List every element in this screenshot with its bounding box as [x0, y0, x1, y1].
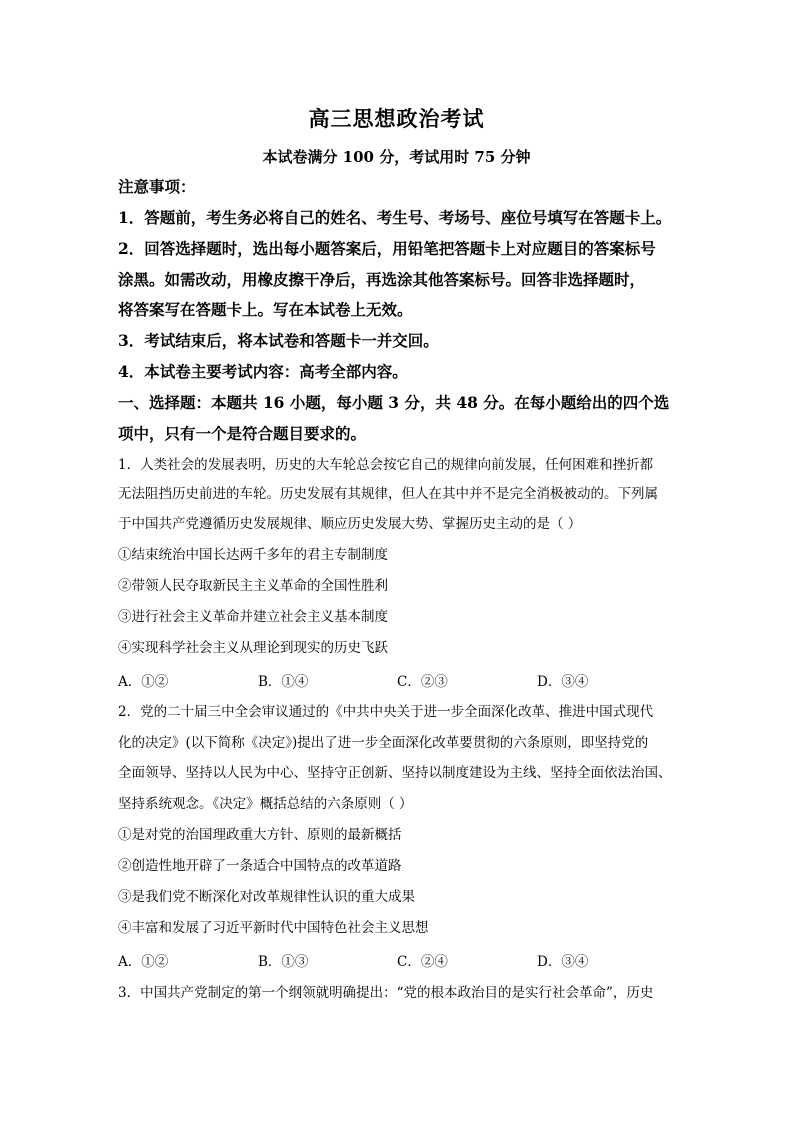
q1-statement-2: ②带领人民夺取新民主主义革命的全国性胜利: [118, 578, 388, 594]
q2-statement-3: ③是我们党不断深化对改革规律性认识的重大成果: [118, 889, 415, 905]
q1-option-a: A．①②: [118, 674, 169, 690]
notice-item-4: 4．本试卷主要考试内容：高考全部内容。: [118, 362, 408, 381]
section-1-heading-line-1: 一、选择题：本题共 16 小题，每小题 3 分，共 48 分。在每小题给出的四个选: [118, 393, 670, 412]
q2-option-d: D．③④: [537, 954, 589, 970]
exam-title: 高三思想政治考试: [308, 106, 485, 131]
q1-statement-3: ③进行社会主义革命并建立社会主义基本制度: [118, 609, 388, 625]
q1-option-b: B．①④: [258, 674, 309, 690]
q2-stem-line-4: 坚持系统观念。《决定》概括总结的六条原则（ ）: [118, 796, 413, 812]
q2-stem-line-1: 2．党的二十届三中全会审议通过的《中共中央关于进一步全面深化改革、推进中国式现代: [118, 704, 654, 720]
notice-item-2-line-2: 涂黑。如需改动，用橡皮擦干净后，再选涂其他答案标号。回答非选择题时，: [118, 270, 646, 289]
notice-heading: 注意事项：: [118, 177, 196, 196]
q2-option-a: A．①②: [118, 954, 169, 970]
q2-statement-1: ①是对党的治国理政重大方针、原则的最新概括: [118, 827, 402, 843]
q1-stem-line-2: 无法阻挡历史前进的车轮。历史发展有其规律，但人在其中并不是完全消极被动的。下列属: [118, 486, 658, 502]
exam-subtitle: 本试卷满分 100 分，考试用时 75 分钟: [262, 148, 531, 166]
q2-statement-2: ②创造性地开辟了一条适合中国特点的改革道路: [118, 858, 402, 874]
notice-item-2-line-1: 2．回答选择题时，选出每小题答案后，用铅笔把答题卡上对应题目的答案标号: [118, 239, 656, 258]
q2-stem-line-2: 化的决定》(以下简称《决定》)提出了进一步全面深化改革要贯彻的六条原则，即坚持党的: [118, 735, 649, 751]
q3-stem-line-1: 3．中国共产党制定的第一个纲领就明确提出：“党的根本政治目的是实行社会革命”，历史: [118, 985, 654, 1001]
q1-option-d: D．③④: [537, 674, 589, 690]
q2-statement-4: ④丰富和发展了习近平新时代中国特色社会主义思想: [118, 920, 429, 936]
q1-stem-line-3: 于中国共产党遵循历史发展规律、顺应历史发展大势、掌握历史主动的是（ ）: [118, 516, 582, 532]
notice-item-3: 3．考试结束后，将本试卷和答题卡一并交回。: [118, 331, 439, 350]
q1-stem-line-1: 1．人类社会的发展表明，历史的大车轮总会按它自己的规律向前发展，任何困难和挫折都: [118, 457, 654, 473]
q2-stem-line-3: 全面领导、坚持以人民为中心、坚持守正创新、坚持以制度建设为主线、坚持全面依法治国、: [118, 765, 672, 781]
q1-statement-1: ①结束统治中国长达两千多年的君主专制制度: [118, 547, 388, 563]
notice-item-2-line-3: 将答案写在答题卡上。写在本试卷上无效。: [118, 300, 413, 319]
q1-option-c: C．②③: [397, 674, 448, 690]
q2-option-b: B．①③: [258, 954, 309, 970]
notice-item-1: 1．答题前，考生务必将自己的姓名、考生号、考场号、座位号填写在答题卡上。: [118, 208, 672, 227]
section-1-heading-line-2: 项中，只有一个是符合题目要求的。: [118, 424, 367, 443]
q2-option-c: C．②④: [397, 954, 448, 970]
q1-statement-4: ④实现科学社会主义从理论到现实的历史飞跃: [118, 640, 388, 656]
